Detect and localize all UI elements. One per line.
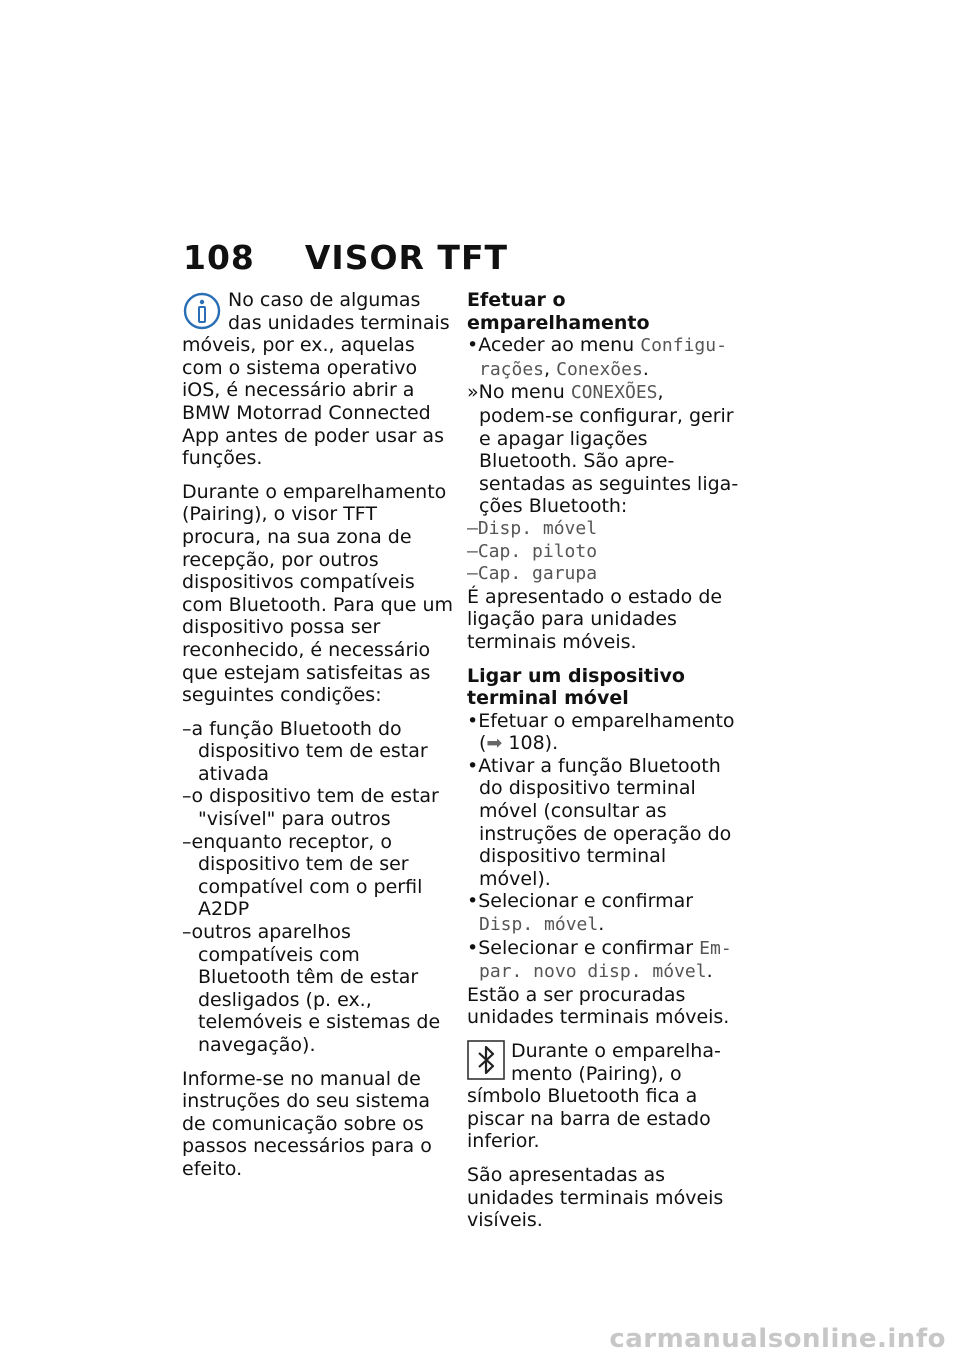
pairing-intro: Durante o emparelhamento (Pairing), o visor TFT procura, na sua zona de recepção, por outros dispositivos compatíveis com Bluetooth. Para que um dispositivo possa ser reconhecido, é necessário que estejam satisfeitas as seguintes condições: — [182, 480, 454, 707]
connection-item: –Cap. garupa — [467, 563, 598, 585]
page-header — [183, 238, 508, 277]
watermark: carmanualsonline.info — [609, 1324, 946, 1354]
heading-connect-device: Ligar um dispositivo terminal móvel — [467, 664, 685, 710]
heading-pairing: Efetuar o emparelhamento — [467, 289, 650, 334]
condition-item: –a função Bluetooth do dispositivo tem de estar ativada — [182, 717, 428, 785]
connection-item: –Disp. móvel — [467, 517, 598, 539]
condition-item: –outros aparelhos compatíveis com Bluetooth têm de estar desligados (p. ex., telemóveis e sistemas de navegação). — [182, 921, 441, 1056]
step-select-device: •Selecionar e confirmar Disp. móvel. — [467, 890, 694, 936]
bluetooth-note — [467, 1040, 739, 1153]
condition-item: –enquanto receptor, o dispositivo tem de ser compatível com o perfil A2DP — [182, 830, 423, 921]
right-column — [467, 289, 739, 1243]
page-reference-arrow-icon: ➡ — [486, 732, 509, 755]
bluetooth-icon — [467, 1040, 505, 1080]
info-note — [182, 289, 454, 470]
step-activate-bluetooth: •Ativar a função Bluetooth do dispositivo terminal móvel (consultar as instruções de operação do dispositivo terminal móvel). — [467, 754, 732, 890]
bluetooth-note-text: Durante o emparelhamento (Pairing), o símbolo Bluetooth fica a piscar na barra de estado inferior. — [467, 1040, 721, 1153]
conditions-list — [182, 718, 454, 1057]
result-connections-menu: »No menu CONEXÕES, podem-se configurar, gerir e apagar ligações Bluetooth. São apresentadas as seguintes ligações Bluetooth: — [467, 381, 739, 518]
info-note-text: No caso de algumas das unidades terminais móveis, por ex., aquelas com o sistema operativo iOS, é necessário abrir a BMW Motorrad Connected App antes de poder usar as funções. — [182, 289, 450, 470]
step-do-pairing: •Efetuar o emparelhamento (➡ 108). — [467, 709, 735, 755]
page-number: 108 — [183, 238, 255, 277]
step-pair-new-device: •Selecionar e confirmar Empar. novo disp. móvel. — [467, 936, 732, 983]
manual-hint: Informe-se no manual de instruções do seu sistema de comunicação sobre os passos necessários para o efeito. — [182, 1067, 432, 1180]
section-title: VISOR TFT — [304, 238, 508, 277]
result-searching: Estão a ser procuradas unidades terminais móveis. — [467, 983, 730, 1029]
connection-state-text: É apresentado o estado de ligação para unidades terminais móveis. — [467, 585, 723, 653]
info-icon — [182, 291, 222, 331]
step-open-menu: •Aceder ao menu Configurações, Conexões. — [467, 334, 727, 380]
condition-item: –o dispositivo tem de estar "visível" para outros — [182, 785, 439, 831]
left-column — [182, 289, 454, 1192]
connection-item: –Cap. piloto — [467, 540, 598, 562]
visible-devices-text: São apresentadas as unidades terminais móveis visíveis. — [467, 1163, 724, 1232]
